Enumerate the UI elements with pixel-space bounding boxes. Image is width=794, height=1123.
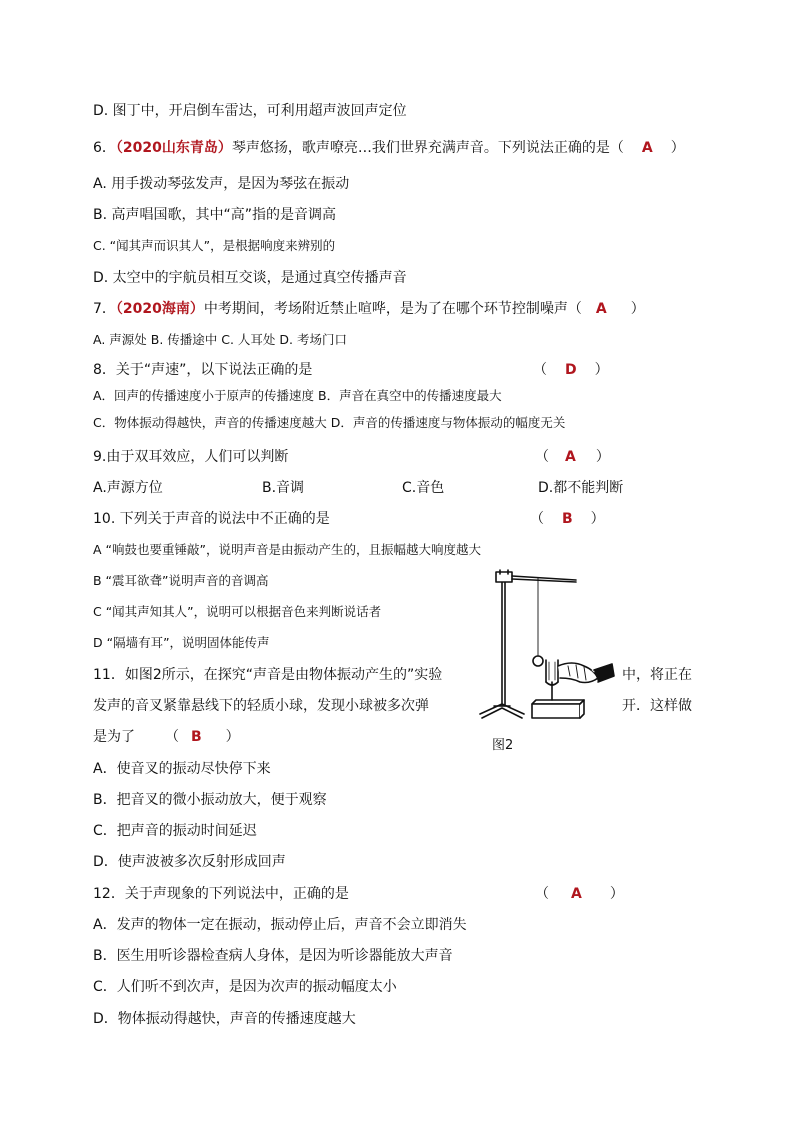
q10-option-b: B “震耳欲聋”说明声音的音调高 <box>93 573 269 588</box>
q9-close: ） <box>595 449 610 465</box>
q12-stem: 12．关于声现象的下列说法中，正确的是 <box>93 886 349 902</box>
q6-option-b: B. 高声唱国歌，其中“高”指的是音调高 <box>93 207 337 223</box>
q10-close: ） <box>590 511 605 527</box>
question-7 <box>93 300 645 318</box>
q6-option-a: A. 用手拨动琴弦发声，是因为琴弦在振动 <box>93 176 350 192</box>
q10-option-a: A “响鼓也要重锤敲”，说明声音是由振动产生的，且振幅越大响度越大 <box>93 542 481 557</box>
hand <box>558 663 598 683</box>
q6-option-d: D. 太空中的宇航员相互交谈，是通过真空传播声音 <box>93 270 407 286</box>
q9-answer: A <box>565 449 576 465</box>
q9-answer-group <box>535 448 610 466</box>
q7-options: A. 声源处 B. 传播途中 C. 人耳处 D. 考场门口 <box>93 332 347 347</box>
q8-stem: 8．关于“声速”，以下说法正确的是 <box>93 362 313 378</box>
q11-open: （ <box>165 729 179 745</box>
tuning-fork <box>546 660 558 682</box>
q12-answer-group <box>535 885 624 903</box>
q11-stem-end: 是为了 <box>93 729 135 745</box>
q12-open: （ <box>535 886 549 902</box>
q5-option-d: D. 图丁中，开启倒车雷达，可利用超声波回声定位 <box>93 103 407 119</box>
ball <box>533 656 543 666</box>
q9-option-d: D.都不能判断 <box>538 480 624 496</box>
q10-open: （ <box>530 511 544 527</box>
q9-option-b: B.音调 <box>262 480 305 496</box>
q6-option-c: C. “闻其声而识其人”，是根据响度来辨别的 <box>93 238 336 253</box>
q12-option-d: D．物体振动得越快，声音的传播速度越大 <box>93 1011 356 1027</box>
figure-caption: 图2 <box>492 738 514 753</box>
q8-open: （ <box>533 362 547 378</box>
q9-option-a: A.声源方位 <box>93 480 163 496</box>
wooden-block <box>532 704 580 718</box>
q9-open: （ <box>535 449 549 465</box>
q9-stem: 9.由于双耳效应，人们可以判断 <box>93 449 289 465</box>
q8-options-ab: A．回声的传播速度小于原声的传播速度 B．声音在真空中的传播速度最大 <box>93 388 502 403</box>
q7-answer: A <box>595 301 607 317</box>
q10-answer-group <box>530 510 605 528</box>
q11-answer: B <box>191 729 202 745</box>
q11-line-1-left: 11．如图2所示，在探究“声音是由物体振动产生的”实验 <box>93 667 443 683</box>
q12-option-b: B．医生用听诊器检查病人身体，是因为听诊器能放大声音 <box>93 948 453 964</box>
q7-number: 7． <box>93 301 116 317</box>
q10-option-c: C “闻其声知其人”，说明可以根据音色来判断说话者 <box>93 604 382 619</box>
q11-option-c: C．把声音的振动时间延迟 <box>93 823 257 839</box>
q8-close: ） <box>594 362 609 378</box>
q12-option-a: A．发声的物体一定在振动，振动停止后，声音不会立即消失 <box>93 917 467 933</box>
q10-answer: B <box>562 511 573 527</box>
q6-answer: A <box>641 140 653 156</box>
tuning-fork-apparatus-figure <box>476 566 616 726</box>
q7-close: ） <box>630 301 645 317</box>
q9-option-c: C.音色 <box>402 480 445 496</box>
q11-line-2-left: 发声的音叉紧靠悬线下的轻质小球，发现小球被多次弹 <box>93 698 429 714</box>
q11-line-2-right: 开．这样做 <box>622 698 692 714</box>
q7-stem: 中考期间，考场附近禁止喧哗，是为了在哪个环节控制噪声（ <box>203 301 582 317</box>
q10-stem: 10. 下列关于声音的说法中不正确的是 <box>93 511 330 527</box>
q11-line-1-right: 中，将正在 <box>622 667 692 683</box>
q11-option-b: B．把音叉的微小振动放大，便于观察 <box>93 792 327 808</box>
q11-option-a: A．使音叉的振动尽快停下来 <box>93 761 271 777</box>
q8-answer: D <box>565 362 577 378</box>
q8-options-cd: C．物体振动得越快，声音的传播速度越大 D．声音的传播速度与物体振动的幅度无关 <box>93 415 566 430</box>
q10-option-d: D “隔墙有耳”，说明固体能传声 <box>93 635 270 650</box>
q7-source: （2020海南） <box>115 301 204 317</box>
question-6 <box>93 139 685 157</box>
q6-source: （2020山东青岛） <box>115 140 232 156</box>
q6-close: ） <box>670 140 685 156</box>
q8-answer-group <box>533 361 609 379</box>
q11-option-d: D．使声波被多次反射形成回声 <box>93 854 286 870</box>
q12-option-c: C．人们听不到次声，是因为次声的振动幅度太小 <box>93 979 397 995</box>
q6-stem: 琴声悠扬，歌声嘹亮…我们世界充满声音。下列说法正确的是（ <box>231 140 624 156</box>
q11-close: ） <box>225 729 240 745</box>
q12-answer: A <box>571 886 582 902</box>
q11-line-3 <box>93 728 240 746</box>
q12-close: ） <box>609 886 624 902</box>
q6-number: 6． <box>93 140 116 156</box>
